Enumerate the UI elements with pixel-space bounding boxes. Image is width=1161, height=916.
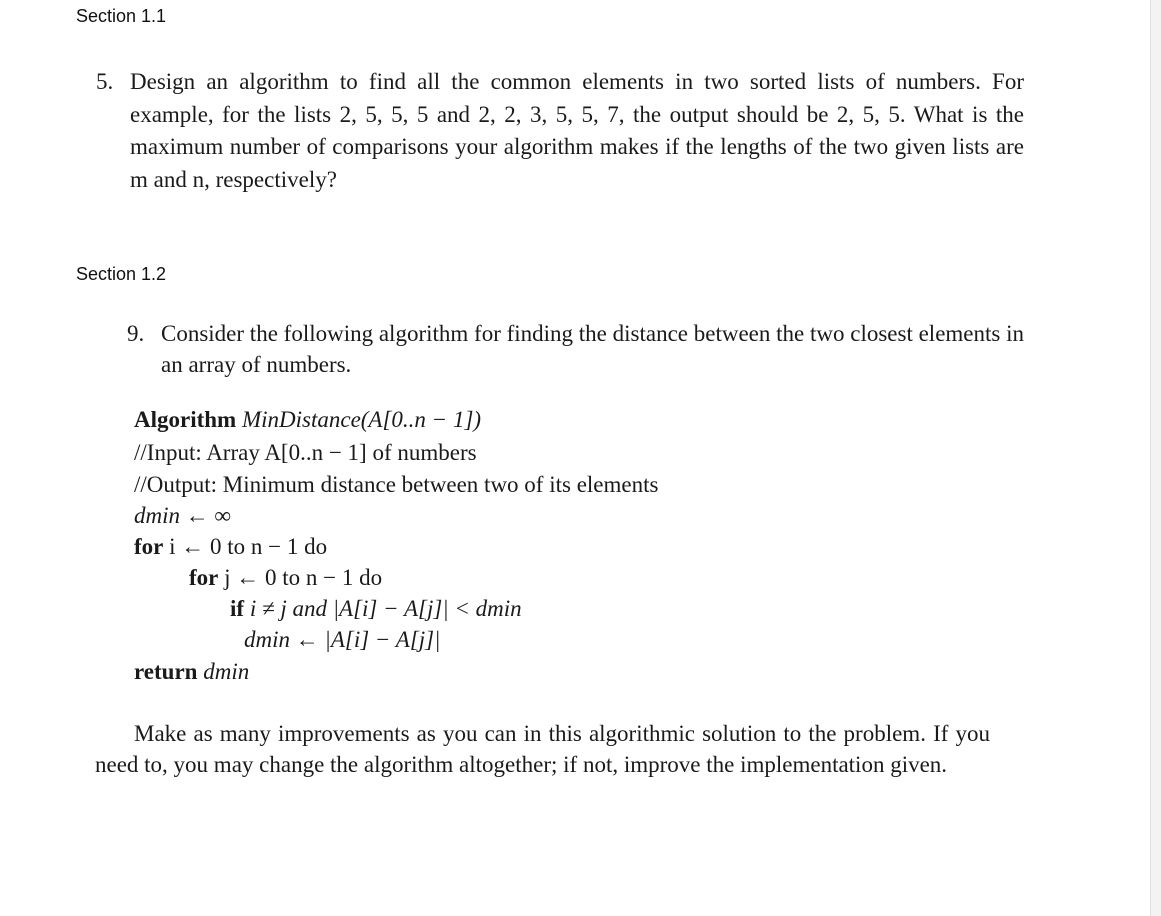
outer-loop-line [134,531,327,562]
problem-9-number: 9. [127,321,145,346]
return-value: dmin [203,659,250,684]
outer-loop-range: i ← 0 to n − 1 do [169,534,328,559]
inner-loop-range: j ← 0 to n − 1 do [224,565,383,590]
problem-9 [127,318,1024,380]
outer-for-keyword: for [134,534,164,559]
problem-9-intro: Consider the following algorithm for finding the distance between the two closest elements in an array of numbers. [161,321,1024,377]
return-keyword: return [134,659,198,684]
output-comment: //Output: Minimum distance between two of its elements [134,472,659,497]
problem-5-text: Design an algorithm to find all the common elements in two sorted lists of numbers. For example, for the lists 2, 5, 5, 5 and 2, 2, 3, 5, 5, 7, the output should be 2, 5, 5. What is the maximum number of comparisons your algorithm makes if the lengths of the two given lists are m and n, respectively? [130,69,1024,192]
right-edge-strip [1150,0,1161,916]
input-comment: //Input: Array A[0..n − 1] of numbers [134,440,477,465]
closing-paragraph: Make as many improvements as you can in this algorithmic solution to the problem. If you need to, you may change the algorithm altogether; if not, improve the implementation given. [95,721,990,777]
init-line: dmin ← ∞ [134,503,231,528]
algorithm-name: MinDistance(A[0..n − 1]) [241,407,482,432]
algorithm-header [134,404,481,435]
section-heading-1-1: Section 1.1 [76,6,167,26]
algorithm-keyword: Algorithm [134,407,237,432]
return-line [134,656,249,687]
if-line [230,593,522,624]
if-condition: i ≠ j and |A[i] − A[j]| < dmin [249,596,522,621]
assign-line: dmin ← |A[i] − A[j]| [244,627,441,652]
inner-for-keyword: for [189,565,219,590]
problem-5-number: 5. [96,69,114,94]
section-heading-1-2: Section 1.2 [76,264,167,284]
problem-5 [96,66,1024,196]
inner-loop-line [189,562,382,593]
if-keyword: if [230,596,245,621]
